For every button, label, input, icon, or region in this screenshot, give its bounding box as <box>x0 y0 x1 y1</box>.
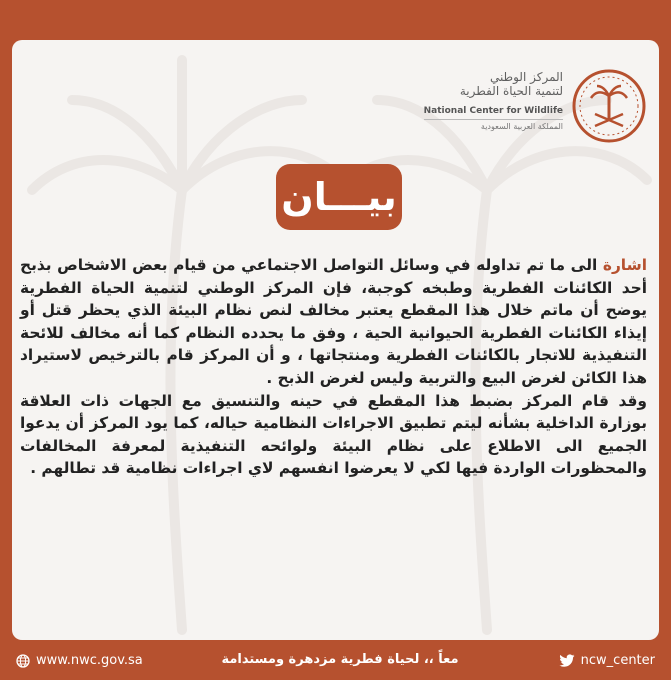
highlight-word: اشارة <box>602 256 647 274</box>
footer <box>0 648 671 676</box>
paragraph-2: وقد قام المركز بضبط هذا المقطع في حينه والتنسيق مع الجهات ذات العلاقة بوزارة الداخلية بشأنه ليتم تطبيق الاجراءات النظامية حياله، كما يود المركز أن يدعوا الجميع الى الاطلاع على نظام البيئة ولوائحه التنفيذية لمعرفة المخالفات والمحظورات الواردة فيها لكي لا يعرضوا انفسهم لاي اجراءات نظامية قد تطالهم . <box>20 391 647 478</box>
org-name-ar-line2: لتنمية الحياة الفطرية <box>459 84 563 98</box>
org-logo-text <box>343 70 563 131</box>
paragraph-1 <box>20 254 647 390</box>
page-title: بيـــان <box>276 164 402 230</box>
twitter-handle: ncw_center <box>580 653 655 668</box>
country-name-ar: المملكة العربية السعودية <box>480 122 563 131</box>
website-link[interactable] <box>16 653 143 668</box>
paragraph-1-text: الى ما تم تداوله في وسائل التواصل الاجتماعي من قيام بعض الاشخاص بذبح أحد الكائنات الفطرية وطبخه كوجبة، فإن المركز الوطني لتنمية الحياة الفطرية يوضح أن ماتم خلال هذا المقطع يعتبر مخالف لنص نظام البيئة الذي يحظر قتل أو إيذاء الكائنات الفطرية الحيوانية الحية ، وفق ما يحدده النظام كما أنه مخالف للائحة التنفيذية للاتجار بالكائنات الفطرية ومنتجاتها ، و أن المركز قام بالترخيص لاستيراد هذا الكائن لغرض البيع والتربية وليس لغرض الذبح . <box>20 256 647 387</box>
org-name-en: National Center for Wildlife <box>424 106 563 120</box>
globe-icon <box>16 654 30 668</box>
twitter-link[interactable] <box>559 653 655 668</box>
statement-card <box>12 40 659 640</box>
org-name-ar-line1: المركز الوطني <box>489 70 563 84</box>
twitter-icon <box>559 654 575 668</box>
footer-slogan: معاً ،، لحياة فطرية مزدهرة ومستدامة <box>221 652 459 667</box>
statement-body <box>20 254 647 480</box>
website-text: www.nwc.gov.sa <box>36 653 143 668</box>
nwc-emblem-icon <box>571 68 647 144</box>
